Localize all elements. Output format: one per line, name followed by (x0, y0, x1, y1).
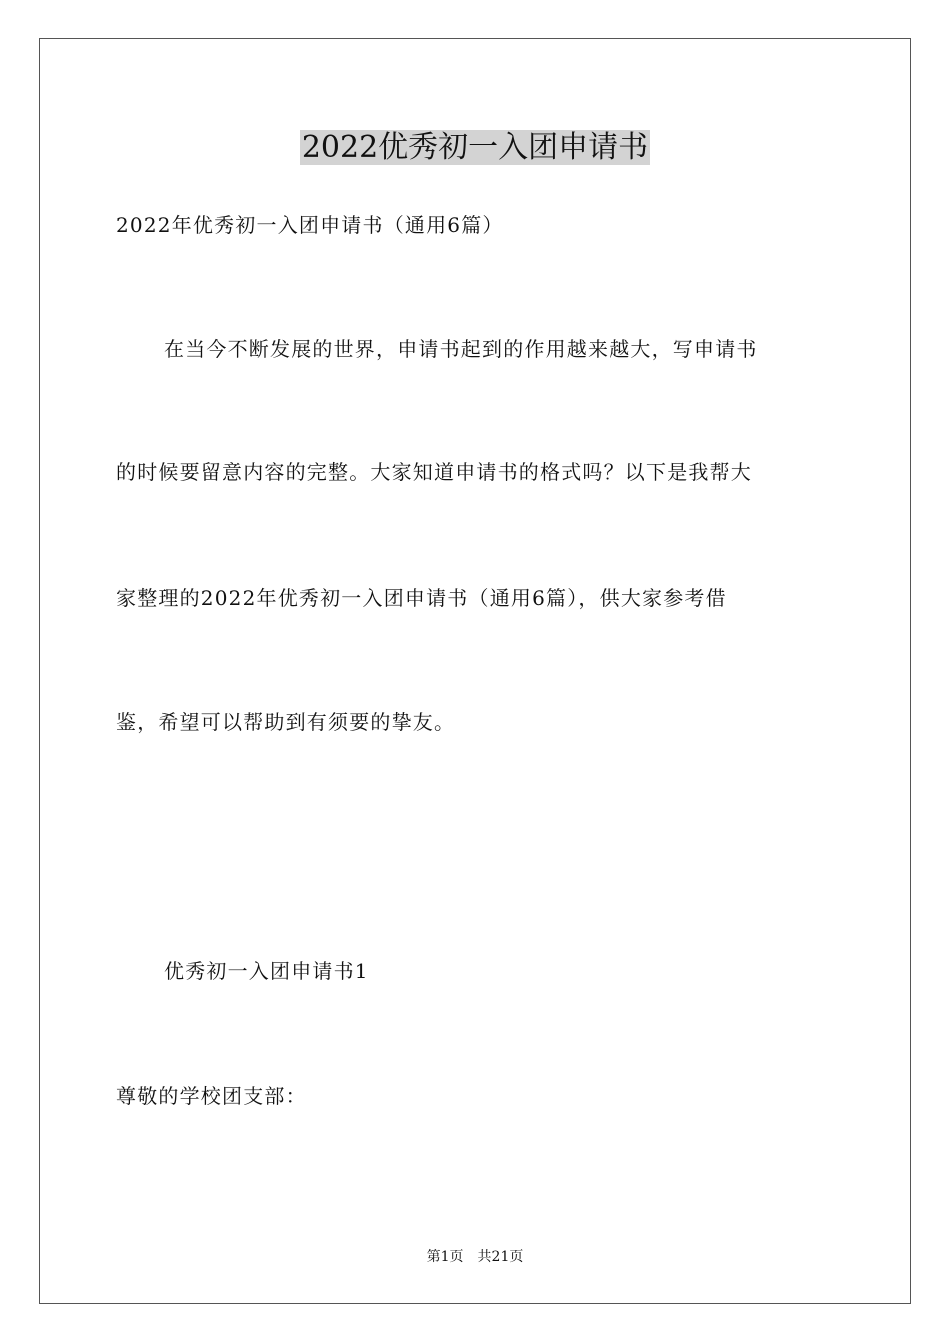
intro-line: 在当今不断发展的世界，申请书起到的作用越来越大，写申请书 (164, 337, 758, 361)
intro-line: 鉴，希望可以帮助到有须要的挚友。 (116, 710, 456, 734)
salutation: 尊敬的学校团支部： (116, 1084, 307, 1108)
document-title-text: 2022优秀初一入团申请书 (301, 130, 649, 165)
intro-line: 家整理的2022年优秀初一入团申请书（通用6篇），供大家参考借 (116, 586, 727, 610)
page-number-footer: 第1页 共21页 (426, 1249, 524, 1265)
document-title (0, 126, 950, 170)
section-heading: 优秀初一入团申请书1 (164, 959, 369, 983)
document-subtitle: 2022年优秀初一入团申请书（通用6篇） (116, 213, 504, 237)
intro-line: 的时候要留意内容的完整。大家知道申请书的格式吗？以下是我帮大 (116, 460, 752, 484)
